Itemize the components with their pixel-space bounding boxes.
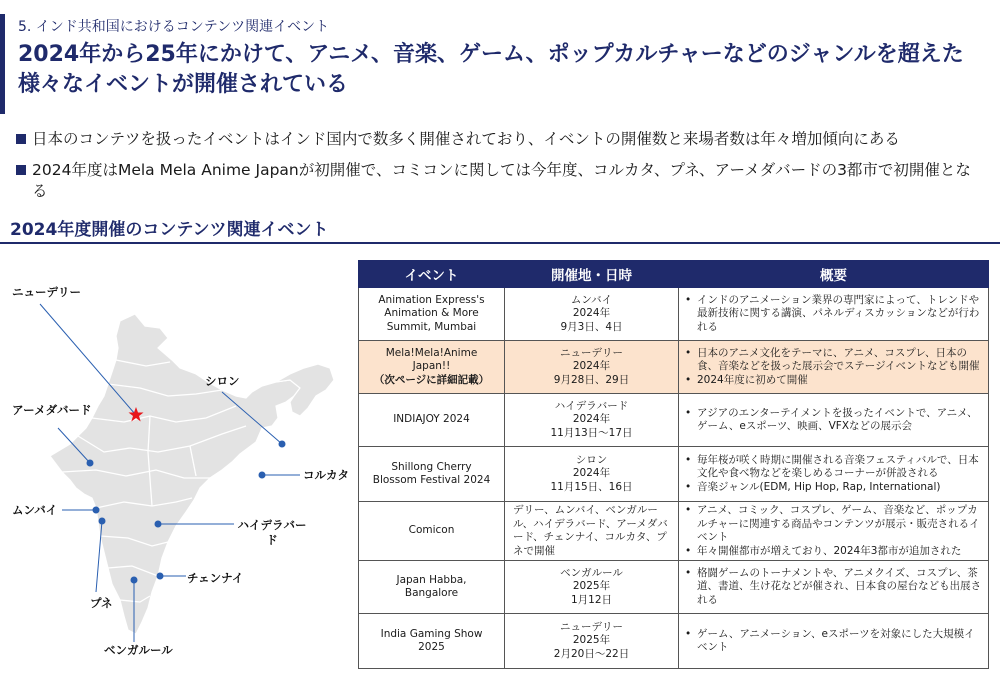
- venue-date-cell: ムンバイ 2024年 9月3日、4日: [505, 288, 679, 341]
- shillong-dot: [279, 441, 286, 448]
- square-bullet-icon: [16, 134, 26, 144]
- event-name-cell: Japan Habba, Bangalore: [359, 561, 505, 614]
- venue-date-cell: シロン 2024年 11月15日、16日: [505, 447, 679, 502]
- column-header-venue-date: 開催地・日時: [505, 261, 679, 288]
- summary-item: • 2024年度に初めて開催: [685, 374, 982, 388]
- square-bullet-icon: [16, 165, 26, 175]
- ahmedabad-dot: [87, 460, 94, 467]
- column-header-summary: 概要: [679, 261, 989, 288]
- venue-date-cell: ニューデリー 2025年 2月20日～22日: [505, 614, 679, 669]
- table-row: [359, 394, 989, 447]
- mumbai-dot: [93, 507, 100, 514]
- bullet-text: 日本のコンテツを扱ったイベントはインド国内で数多く開催されており、イベントの開催数と来場者数は年々増加傾向にある: [32, 130, 900, 148]
- summary-item: • アジアのエンターテイメントを扱ったイベントで、アニメ、ゲーム、eスポーツ、映画、VFXなどの展示会: [685, 407, 982, 434]
- summary-item: • 日本のアニメ文化をテーマに、アニメ、コスプレ、日本の食、音楽などを扱った展示会でステージイベントなども開催: [685, 347, 982, 374]
- events-table: [358, 260, 989, 669]
- table-row: [359, 502, 989, 561]
- bengaluru-dot: [131, 577, 138, 584]
- summary-cell: [679, 561, 989, 614]
- bullet-item: [16, 129, 976, 150]
- table-row: [359, 447, 989, 502]
- kolkata-dot: [259, 472, 266, 479]
- city-label-ahmedabad: アーメダバード: [12, 403, 92, 417]
- event-name-cell: Animation Express's Animation & More Summit, Mumbai: [359, 288, 505, 341]
- city-label-hyderabad: ハイデラバー ド: [237, 518, 307, 547]
- city-label-bengaluru: ベンガルール: [104, 643, 173, 657]
- table-row: [359, 614, 989, 669]
- venue-date-cell: ハイデラバード 2024年 11月13日～17日: [505, 394, 679, 447]
- hyderabad-dot: [155, 521, 162, 528]
- chennai-dot: [157, 573, 164, 580]
- venue-date-cell: ベンガルール 2025年 1月12日: [505, 561, 679, 614]
- summary-item: • 格闘ゲームのトーナメントや、アニメクイズ、コスプレ、茶道、書道、生け花などが催され、日本食の屋台なども出展される: [685, 567, 982, 608]
- summary-cell: [679, 614, 989, 669]
- summary-item: • アニメ、コミック、コスプレ、ゲーム、音楽など、ポップカルチャーに関連する商品やコンテンツが展示・販売されるイベント: [685, 504, 982, 545]
- event-name-cell: Mela!Mela!Anime Japan!! （次ページに詳細記載）: [359, 341, 505, 394]
- bullet-item: [16, 160, 978, 202]
- summary-item: • 毎年桜が咲く時期に開催される音楽フェスティバルで、日本文化や食べ物などを楽しめるコーナーが併設される: [685, 454, 982, 481]
- table-header-row: [359, 261, 989, 288]
- summary-cell: [679, 288, 989, 341]
- accent-bar: [0, 14, 5, 114]
- column-header-event: イベント: [359, 261, 505, 288]
- summary-item: • 音楽ジャンル(EDM, Hip Hop, Rap, International): [685, 481, 982, 495]
- event-name-cell: Comicon: [359, 502, 505, 561]
- page-title: 2024年から25年にかけて、アニメ、音楽、ゲーム、ポップカルチャーなどのジャンルを超えた様々なイベントが開催されている: [18, 42, 964, 97]
- india-map-graphic: [0, 256, 355, 678]
- summary-item: • インドのアニメーション業界の専門家によって、トレンドや最新技術に関する講演、パネルディスカッションなどが行われる: [685, 294, 982, 335]
- summary-item: • 年々開催都市が増えており、2024年3都市が追加された: [685, 545, 982, 559]
- section-label: 5. インド共和国におけるコンテンツ関連イベント: [18, 19, 330, 35]
- summary-cell: [679, 394, 989, 447]
- summary-item: • ゲーム、アニメーション、eスポーツを対象にした大規模イベント: [685, 628, 982, 655]
- city-label-pune: プネ: [90, 596, 113, 610]
- summary-cell: [679, 447, 989, 502]
- section-subheading: 2024年度開催のコンテンツ関連イベント: [10, 220, 329, 240]
- city-label-mumbai: ムンバイ: [12, 503, 58, 517]
- event-name-cell: India Gaming Show 2025: [359, 614, 505, 669]
- city-label-shillong: シロン: [205, 374, 240, 388]
- pune-dot: [99, 518, 106, 525]
- divider: [0, 242, 1000, 244]
- city-label-new-delhi: ニューデリー: [12, 285, 81, 299]
- city-label-chennai: チェンナイ: [187, 571, 244, 585]
- event-name-cell: INDIAJOY 2024: [359, 394, 505, 447]
- event-name-cell: Shillong Cherry Blossom Festival 2024: [359, 447, 505, 502]
- table-row: [359, 288, 989, 341]
- city-label-kolkata: コルカタ: [303, 468, 349, 482]
- venue-date-cell: デリー、ムンバイ、ベンガルール、ハイデラバード、アーメダバード、チェンナイ、コルカタ、プネで開催: [505, 502, 679, 561]
- table-row: [359, 561, 989, 614]
- table-row-highlighted: [359, 341, 989, 394]
- bullet-text: 2024年度はMela Mela Anime Japanが初開催で、コミコンに関しては今年度、コルカタ、プネ、アーメダバードの3都市で初開催となる: [32, 161, 971, 200]
- summary-cell: [679, 341, 989, 394]
- summary-cell: [679, 502, 989, 561]
- india-map: [0, 256, 355, 678]
- venue-date-cell: ニューデリー 2024年 9月28日、29日: [505, 341, 679, 394]
